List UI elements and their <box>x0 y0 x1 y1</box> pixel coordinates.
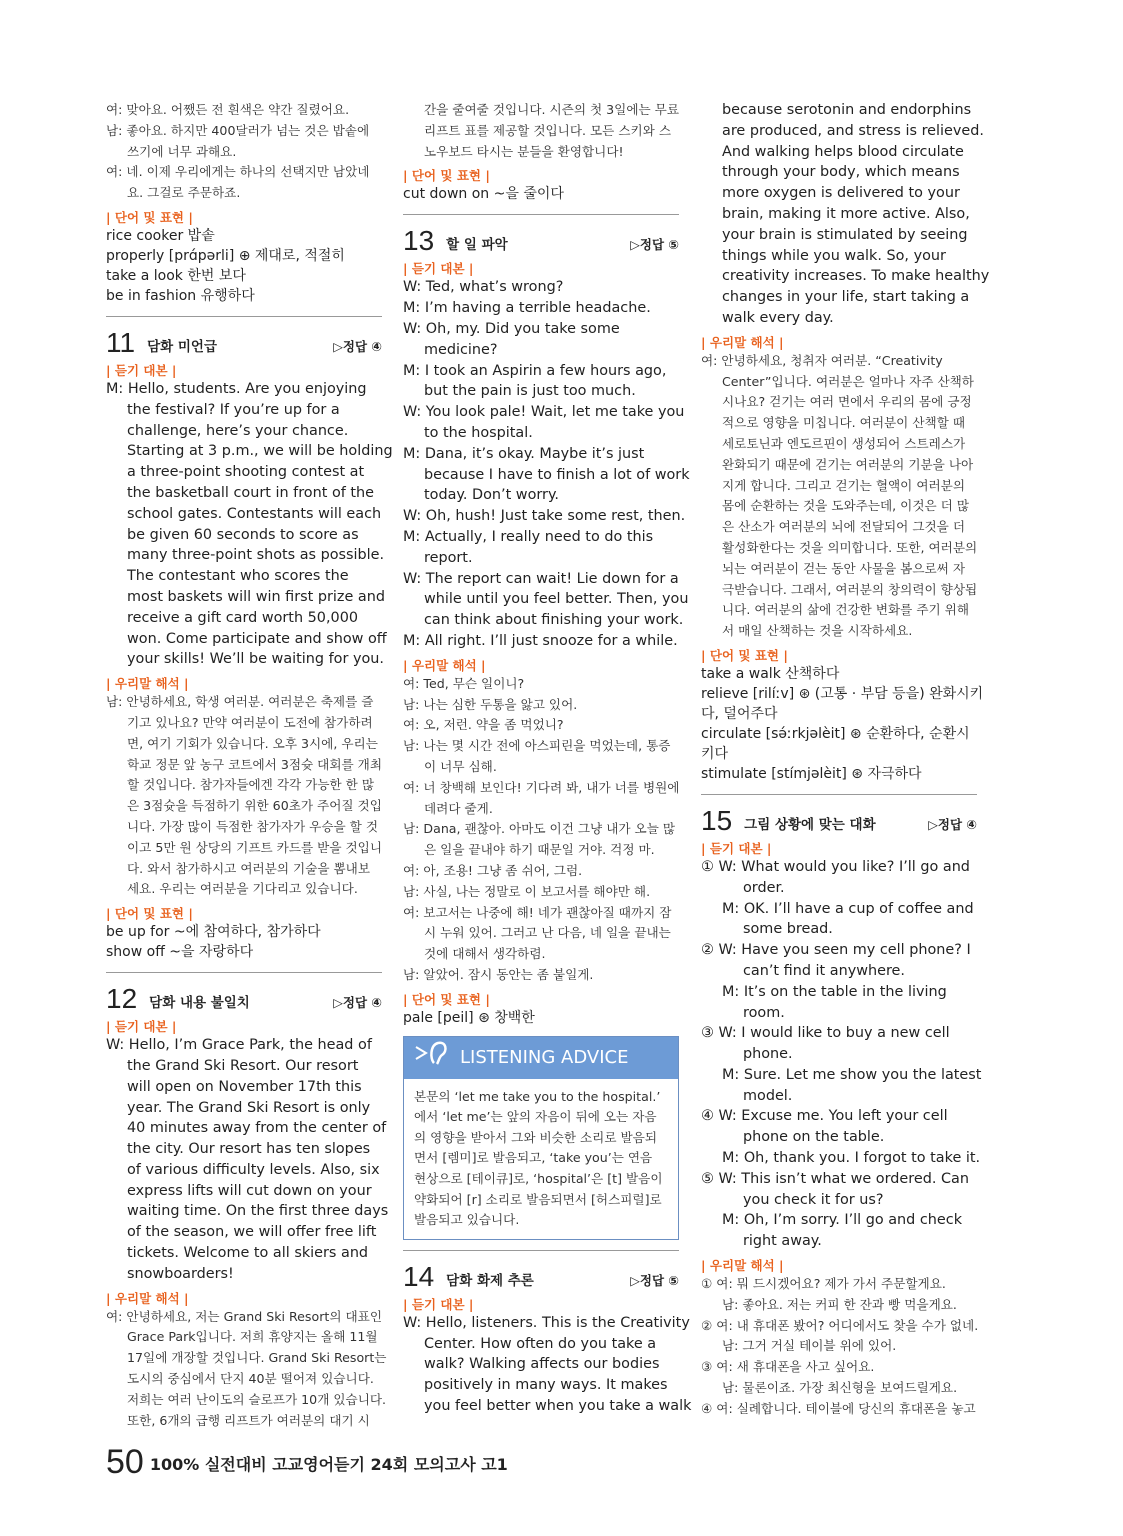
vocab-word: stimulate <box>701 765 767 782</box>
script-line: ② W: Have you seen my cell phone? I <box>701 942 971 959</box>
q14-script <box>403 1313 692 1417</box>
script-line: today. Don’t worry. <box>424 487 560 504</box>
translation-line: 여: 오, 저런. 약을 좀 먹었니? <box>403 717 564 733</box>
script-line: school gates. Contestants will each <box>127 505 382 522</box>
script-line: M: Oh, I’m sorry. I’ll go and check <box>722 1212 963 1229</box>
ear-icon <box>404 1037 460 1078</box>
translation-line: 시 누워 있어. 그러고 난 다음, 네 일을 끝내는 <box>424 925 671 941</box>
q14-translation <box>701 351 977 642</box>
question-11-header <box>106 316 382 357</box>
translation-line: 이고 5만 원 상당의 기프트 카드를 받을 것입니 <box>127 839 383 855</box>
translation-line: 극받습니다. 그래서, 여러분의 창의력이 향상됩 <box>722 581 978 597</box>
question-title: 담화 미언급 <box>147 338 217 355</box>
script-line: W: Oh, hush! Just take some rest, then. <box>403 508 686 525</box>
translation-line: 활성화한다는 것을 의미합니다. 또한, 여러분의 <box>722 539 978 555</box>
translation-line: 서 매일 산책하는 것을 시작하세요. <box>722 623 913 639</box>
translation-line: 남: 물론이죠. 가장 최신형을 보여드릴게요. <box>722 1380 958 1396</box>
script-label: | 듣기 대본 | <box>403 261 474 277</box>
translation-line: 지게 합니다. 그리고 걷기는 혈액이 여러분의 <box>722 477 965 493</box>
translation-line: ② 여: 내 휴대폰 봤어? 어디에서도 찾을 수가 없네. <box>701 1317 979 1333</box>
script-line: your brain is stimulated by seeing <box>722 226 968 243</box>
script-line: W: Hello, listeners. This is the Creativity <box>403 1314 690 1331</box>
vocab-word: circulate <box>701 725 762 742</box>
script-line: order. <box>743 879 785 896</box>
script-line: receive a gift card worth 50,000 <box>127 609 359 626</box>
vocab-item <box>403 184 679 204</box>
script-line: phone. <box>743 1046 793 1063</box>
answer-badge: ▷정답 ⑤ <box>630 1272 679 1288</box>
script-line: brain, making it more active. Also, <box>722 205 970 222</box>
translation-line: 다. 와서 참가하시고 여러분의 기술을 뽐내보 <box>127 860 370 876</box>
translation-line: 여: 안녕하세요, 청취자 여러분. “Creativity <box>701 352 943 368</box>
question-number: 13 <box>403 225 435 257</box>
script-line: M: Oh, thank you. I forgot to take it. <box>722 1150 981 1167</box>
translation-line: 면, 여기 기회가 있습니다. 오후 3시에, 우리는 <box>127 735 378 751</box>
script-line: ③ W: I would like to buy a new cell <box>701 1025 950 1042</box>
answer-badge: ▷정답 ④ <box>333 995 382 1011</box>
script-line: more oxygen is delivered to your <box>722 185 960 202</box>
script-line: the festival? If you’re up for a <box>127 401 340 418</box>
translation-line: 리프트 표를 제공할 것입니다. 모든 스키와 스 <box>424 122 672 138</box>
translation-line: Center”입니다. 여러분은 얼마나 자주 산책하 <box>722 373 974 389</box>
vocab-item <box>106 942 382 962</box>
vocab-meaning: ~에 참여하다, 참가하다 <box>169 924 321 941</box>
advice-line: 의 영향을 받아서 그와 비슷한 소리로 발음되 <box>414 1129 657 1145</box>
script-line: can’t find it anywhere. <box>743 962 905 979</box>
script-line: M: I’m having a terrible headache. <box>403 300 651 317</box>
script-line: medicine? <box>424 341 498 358</box>
vocab-label: | 단어 및 표현 | <box>403 168 490 184</box>
script-line: report. <box>424 549 473 566</box>
script-line: your skills! We’ll be waiting for you. <box>127 651 384 668</box>
question-number: 12 <box>106 983 138 1015</box>
translation-line: 데려다 줄게. <box>424 800 493 816</box>
text-line: 여: 맞아요. 어쨌든 전 흰색은 약간 질렸어요. <box>106 102 350 117</box>
script-line: And walking helps blood circulate <box>722 143 964 160</box>
script-line: Starting at 3 p.m., we will be holding <box>127 443 393 460</box>
script-line: because serotonin and endorphins <box>722 102 972 118</box>
script-line: 40 minutes away from the center of <box>127 1120 387 1137</box>
script-line: because I have to finish a lot of work <box>424 466 690 483</box>
script-line: ④ W: Excuse me. You left your cell <box>701 1108 948 1125</box>
script-line: M: I took an Aspirin a few hours ago, <box>403 362 667 379</box>
translation-label: | 우리말 해석 | <box>106 1290 189 1306</box>
vocab-word: show off <box>106 944 165 961</box>
vocab-label: | 단어 및 표현 | <box>106 209 193 225</box>
vocab-item <box>106 922 382 942</box>
translation-line: 은 일을 끝내야 하기 때문일 거야. 걱정 마. <box>424 842 655 858</box>
script-line: M: It’s on the table in the living <box>722 983 947 1000</box>
translation-line: 17일에 개장할 것입니다. Grand Ski Resort는 <box>127 1350 387 1366</box>
script-line: M: All right. I’ll just snooze for a while. <box>403 632 678 649</box>
text-line: 요. 그걸로 주문하죠. <box>127 185 241 201</box>
vocab-word: relieve <box>701 685 749 702</box>
vocab-item <box>701 684 984 704</box>
q11-translation <box>106 692 382 900</box>
translation-line: 남: 나는 몇 시간 전에 아스피린을 먹었는데, 통증 <box>403 738 671 754</box>
question-number: 14 <box>403 1260 435 1292</box>
text-line: 여: 네. 이제 우리에게는 하나의 선택지만 남았네 <box>106 164 370 180</box>
advice-line: 발음되고 있습니다. <box>414 1212 520 1228</box>
script-line: are produced, and stress is relieved. <box>722 122 984 139</box>
script-label: | 듣기 대본 | <box>701 840 772 856</box>
question-title: 담화 화제 추론 <box>446 1272 534 1289</box>
vocab-meaning: 다, 덜어주다 <box>701 705 778 722</box>
advice-line: 약화되어 [r] 소리로 발음되면서 [허스피럴]로 <box>414 1191 662 1207</box>
script-line: W: Ted, what’s wrong? <box>403 279 564 296</box>
question-number: 11 <box>106 326 136 358</box>
script-line: phone on the table. <box>743 1129 885 1146</box>
translation-line: 또한, 6개의 급행 리프트가 여러분의 대기 시 <box>127 1412 370 1428</box>
translation-line: 적으로 영향을 미칩니다. 여러분이 산책할 때 <box>722 415 965 431</box>
vocab-meaning: ~을 줄이다 <box>489 186 564 203</box>
vocab-meaning: 키다 <box>701 745 729 762</box>
script-line: room. <box>743 1004 785 1021</box>
q12-translation-cont <box>403 100 679 162</box>
prev-translation <box>106 100 382 204</box>
translation-line: ③ 여: 새 휴대폰을 사고 싶어요. <box>701 1359 875 1375</box>
translation-line: 남: 그거 거실 테이블 위에 있어. <box>722 1338 897 1354</box>
script-line: W: Hello, I’m Grace Park, the head of <box>106 1037 372 1054</box>
vocab-item <box>403 1008 679 1028</box>
script-line: W: Oh, my. Did you take some <box>403 320 620 337</box>
script-line: be given 60 seconds to score as <box>127 526 359 543</box>
script-line: some bread. <box>743 921 833 938</box>
script-line: through your body, which means <box>722 164 960 181</box>
translation-line: 것에 대해서 생각하렴. <box>424 946 546 962</box>
script-label: | 듣기 대본 | <box>106 1019 177 1035</box>
question-title: 그림 상황에 맞는 대화 <box>744 816 876 833</box>
translation-line: 여: 보고서는 나중에 해! 네가 괜찮아질 때까지 잠 <box>403 904 672 920</box>
script-line: of various difficulty levels. Also, six <box>127 1161 380 1178</box>
translation-line: ④ 여: 실례합니다. 테이블에 당신의 휴대폰을 놓고 <box>701 1400 976 1416</box>
vocab-label: | 단어 및 표현 | <box>106 906 193 922</box>
question-number: 15 <box>701 804 733 836</box>
script-line: can think about finishing your work. <box>424 612 684 629</box>
script-line: W: You look pale! Wait, let me take you <box>403 404 685 421</box>
script-line: challenge, here’s your chance. <box>127 422 349 439</box>
q12-script <box>106 1035 389 1285</box>
page-number: 50 <box>106 1443 144 1481</box>
vocab-word: be up for <box>106 924 170 941</box>
vocab-label: | 단어 및 표현 | <box>403 991 490 1007</box>
translation-line: 니다. 여러분의 삶에 건강한 변화를 주기 위해 <box>722 602 970 618</box>
translation-line: 이 너무 심해. <box>424 758 497 774</box>
script-line: positively in many ways. It makes <box>424 1377 668 1394</box>
script-line: creativity increases. To make healthy <box>722 268 990 285</box>
script-line: many three-point shots as possible. <box>127 547 385 564</box>
q11-vocab <box>106 922 382 962</box>
script-line: ⑤ W: This isn’t what we ordered. Can <box>701 1170 969 1187</box>
translation-line: 세요. 우리는 여러분을 기다리고 있습니다. <box>127 881 358 897</box>
script-line: changes in your life, start taking a <box>722 289 970 306</box>
translation-line: 남: 안녕하세요, 학생 여러분. 여러분은 축제를 즐 <box>106 694 374 710</box>
script-line: walk? Walking affects our bodies <box>424 1356 660 1373</box>
translation-line: 여: 너 창백해 보인다! 기다려 봐, 내가 너를 병원에 <box>403 779 680 795</box>
answer-badge: ▷정답 ⑤ <box>630 237 679 253</box>
script-line: will open on November 17th this <box>127 1078 362 1095</box>
vocab-meaning: [rilíːv] ⊛ (고통 · 부담 등을) 완화시키 <box>748 685 984 702</box>
answer-badge: ▷정답 ④ <box>333 338 382 354</box>
script-line: right away. <box>743 1233 822 1250</box>
q14-script-cont <box>701 100 990 329</box>
translation-line: 여: Ted, 무슨 일이니? <box>403 675 525 691</box>
script-line: the city. Our resort has ten slopes <box>127 1141 371 1158</box>
translation-line: 뇌는 여러분이 걷는 동안 사물을 봄으로써 자 <box>722 560 965 576</box>
book-title: 100% 실전대비 고교영어듣기 24회 모의고사 고1 <box>149 1455 508 1474</box>
script-line: you check it for us? <box>743 1191 884 1208</box>
script-line: won. Come participate and show off <box>127 630 387 647</box>
translation-line: 노우보드 타시는 분들을 환영합니다! <box>424 143 624 159</box>
translation-line: 완화되기 때문에 걷기는 여러분의 기분을 나아 <box>722 456 974 472</box>
script-line: M: Actually, I really need to do this <box>403 528 654 545</box>
advice-body <box>404 1079 678 1239</box>
vocab-meaning: 유행하다 <box>196 287 255 304</box>
script-line: things while you walk. So, your <box>722 247 946 264</box>
advice-line: 현상으로 [테이큐]로, ‘hospital’은 [t] 발음이 <box>414 1171 663 1187</box>
question-13-header <box>403 214 679 255</box>
script-line: M: Hello, students. Are you enjoying <box>106 380 367 397</box>
q11-script <box>106 379 393 670</box>
script-line: year. The Grand Ski Resort is only <box>127 1099 371 1116</box>
script-line: of the season, we will offer free lift <box>127 1224 377 1241</box>
script-line: M: Sure. Let me show you the latest <box>722 1066 982 1083</box>
question-15-header <box>701 794 977 835</box>
advice-line: 면서 [렘미]로 발음되고, ‘take you’는 연음 <box>414 1150 653 1166</box>
vocab-meaning: [stímjəlèit] ⊛ 자극하다 <box>766 765 922 782</box>
script-line: model. <box>743 1087 793 1104</box>
vocab-word: be in fashion <box>106 287 197 304</box>
script-line: ① W: What would you like? I’ll go and <box>701 858 970 875</box>
text-line: 쓰기에 너무 과해요. <box>127 143 237 159</box>
vocab-word: properly <box>106 247 165 264</box>
script-line: walk every day. <box>722 309 834 326</box>
vocab-word: take a look <box>106 267 183 284</box>
translation-line: 남: 알았어. 잠시 동안는 좀 붙일게. <box>403 966 594 982</box>
translation-line: 시나요? 걷기는 여러 면에서 우리의 몸에 긍정 <box>722 394 972 410</box>
advice-header <box>404 1037 678 1079</box>
translation-line: 여: 아, 조용! 그냥 좀 쉬어, 그럼. <box>403 862 583 878</box>
vocab-meaning: 산책하다 <box>780 665 840 682</box>
vocab-meaning: 한번 보다 <box>182 267 246 284</box>
script-line: tickets. Welcome to all skiers and <box>127 1245 369 1262</box>
question-title: 담화 내용 불일치 <box>149 995 250 1012</box>
text-line: 남: 좋아요. 하지만 400달러가 넘는 것은 밥솥에 <box>106 122 370 138</box>
q14-vocab <box>701 664 984 784</box>
script-line: The contestant who scores the <box>127 568 349 585</box>
translation-line: 도시의 중심에서 단지 40분 떨어져 있습니다. <box>127 1371 374 1387</box>
script-line: but the pain is just too much. <box>424 383 636 400</box>
vocab-item <box>701 664 977 684</box>
advice-line: 에서 ‘let me’는 앞의 자음이 뒤에 오는 자음 <box>414 1109 657 1125</box>
q13-translation <box>403 674 679 986</box>
translation-line: 저희는 여러 난이도의 슬로프가 10개 있습니다. <box>127 1391 387 1407</box>
column-3 <box>701 100 990 1420</box>
vocab-meaning: [sə́ːrkjəlèit] ⊛ 순환하다, 순환시 <box>761 725 970 742</box>
translation-line: 학교 정문 앞 농구 코트에서 3점슛 대회를 개최 <box>127 756 383 772</box>
translation-line: 몸에 순환하는 것을 도와주는데, 이것은 더 많 <box>722 498 970 514</box>
vocab-word: rice cooker <box>106 227 184 244</box>
vocab-item <box>701 764 977 784</box>
vocab-item <box>106 246 382 266</box>
vocab-meaning: [peil] ⊛ 창백한 <box>432 1009 535 1026</box>
translation-line: 남: 나는 심한 두통을 앓고 있어. <box>403 696 578 712</box>
translation-line: Grace Park입니다. 저희 휴양지는 올해 11월 <box>127 1329 378 1345</box>
q12-translation <box>106 1307 387 1432</box>
column-1 <box>106 100 393 1431</box>
column-2 <box>403 100 692 1417</box>
q15-script <box>701 857 982 1252</box>
vocab-item <box>106 266 382 286</box>
script-line: the Grand Ski Resort. Our resort <box>127 1057 359 1074</box>
script-line: while until you feel better. Then, you <box>424 591 689 608</box>
translation-line: 남: 좋아요. 저는 커피 한 잔과 빵 먹을게요. <box>722 1296 957 1312</box>
listening-advice-box <box>403 1036 679 1240</box>
translation-line: 남: 사실, 나는 정말로 이 보고서를 해야만 해. <box>403 883 651 899</box>
script-line: M: Dana, it’s okay. Maybe it’s just <box>403 445 645 462</box>
translation-line: 세로토닌과 엔도르핀이 생성되어 스트레스가 <box>722 435 966 451</box>
q13-script <box>403 277 690 651</box>
translation-label: | 우리말 해석 | <box>701 1258 784 1274</box>
translation-label: | 우리말 해석 | <box>403 657 486 673</box>
vocab-item <box>701 704 977 724</box>
translation-label: | 우리말 해석 | <box>106 676 189 692</box>
translation-line: 은 산소가 여러분의 뇌에 전달되어 그것을 더 <box>722 519 965 535</box>
script-line: M: OK. I’ll have a cup of coffee and <box>722 900 974 917</box>
translation-line: 남: Dana, 괜찮아. 아마도 이건 그냥 내가 오늘 많 <box>403 821 676 837</box>
script-line: express lifts will cut down on your <box>127 1182 372 1199</box>
vocab-meaning: ~을 자랑하다 <box>164 944 254 961</box>
question-12-header <box>106 972 382 1013</box>
translation-line: 니다. 가장 많이 득점한 참가자가 우승을 할 것 <box>127 818 379 834</box>
answer-badge: ▷정답 ④ <box>928 816 977 832</box>
script-label: | 듣기 대본 | <box>106 362 177 378</box>
script-line: you feel better when you take a walk <box>424 1398 692 1415</box>
script-line: waiting time. On the first three days <box>127 1203 389 1220</box>
q15-translation <box>701 1274 977 1420</box>
script-line: the basketball court in front of the <box>127 484 375 501</box>
vocab-meaning: [prɑ́pərli] ⊕ 제대로, 적절히 <box>164 247 345 264</box>
vocab-word: pale <box>403 1009 433 1026</box>
vocab-item <box>106 226 382 246</box>
script-line: most baskets will win first prize and <box>127 588 385 605</box>
script-line: to the hospital. <box>424 424 533 441</box>
question-14-header <box>403 1250 679 1291</box>
translation-line: 기고 있나요? 만약 여러분이 도전에 참가하려 <box>127 714 373 730</box>
translation-label: | 우리말 해석 | <box>701 334 784 350</box>
script-line: Center. How often do you take a <box>424 1335 657 1352</box>
script-line: snowboarders! <box>127 1265 234 1282</box>
vocab-list <box>106 226 382 306</box>
vocab-meaning: 밥솥 <box>183 227 215 244</box>
page-footer <box>106 1445 508 1479</box>
advice-line: 본문의 ‘let me take you to the hospital.’ <box>414 1088 661 1104</box>
translation-line: 여: 안녕하세요, 저는 Grand Ski Resort의 대표인 <box>106 1308 382 1324</box>
translation-line: 간을 줄여줄 것입니다. 시즌의 첫 3일에는 무료 <box>424 102 680 117</box>
translation-line: 할 것입니다. 참가자들에겐 각각 가능한 한 많 <box>127 777 375 793</box>
advice-title: LISTENING ADVICE <box>460 1047 629 1069</box>
script-line: a three-point shooting contest at <box>127 464 365 481</box>
script-line: W: The report can wait! Lie down for a <box>403 570 679 587</box>
vocab-word: cut down on <box>403 186 490 203</box>
vocab-word: take a walk <box>701 665 781 682</box>
vocab-item <box>106 286 382 306</box>
vocab-label: | 단어 및 표현 | <box>701 647 788 663</box>
translation-line: 은 3점슛을 득점하기 위한 60초가 주어질 것입 <box>127 798 382 814</box>
vocab-item <box>701 744 977 764</box>
question-title: 할 일 파악 <box>446 237 508 254</box>
vocab-item <box>701 724 977 744</box>
script-label: | 듣기 대본 | <box>403 1296 474 1312</box>
translation-line: ① 여: 뭐 드시겠어요? 제가 가서 주문할게요. <box>701 1276 946 1292</box>
